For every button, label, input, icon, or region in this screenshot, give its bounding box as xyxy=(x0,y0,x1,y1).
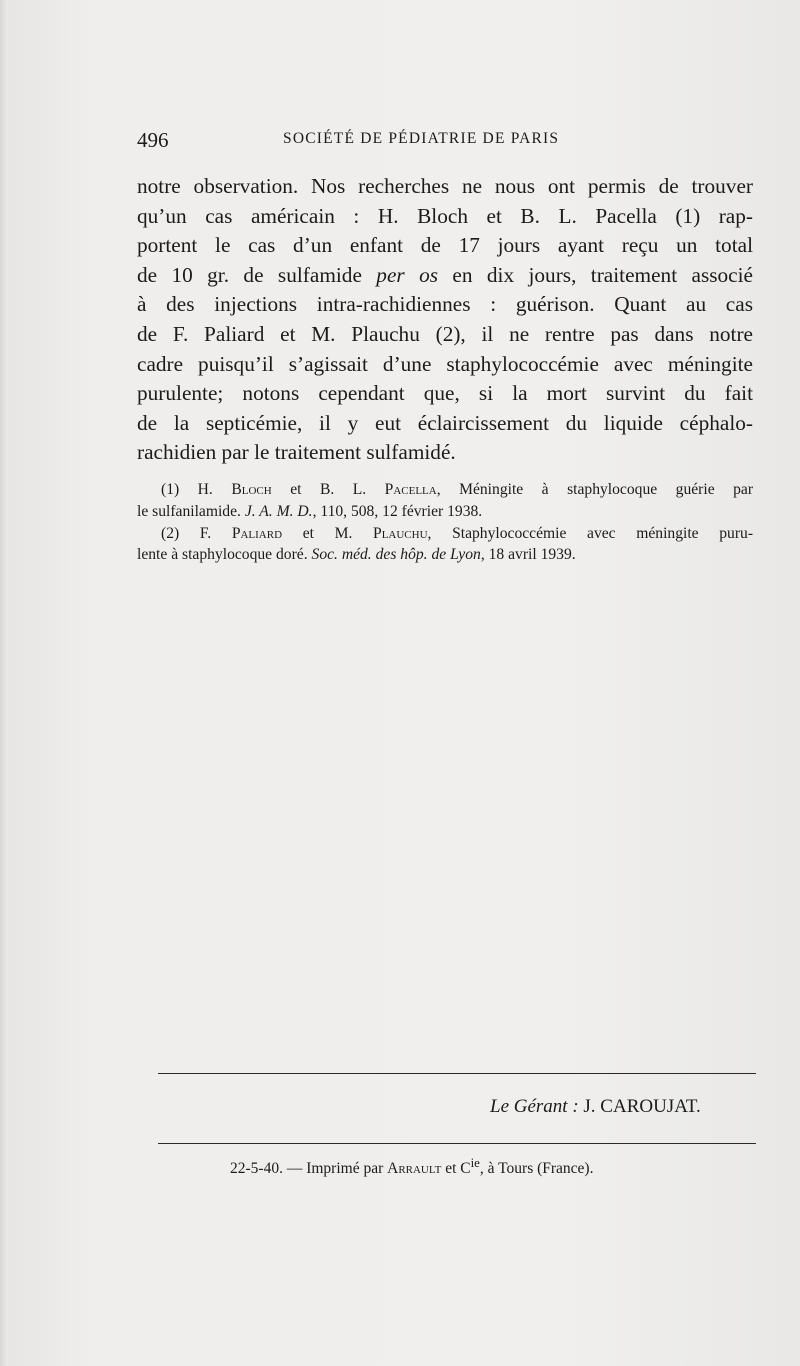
footnote-text: et B. L. xyxy=(290,481,367,498)
journal-title: Soc. méd. des hôp. de Lyon xyxy=(311,546,481,564)
footnotes xyxy=(137,479,753,566)
footnote-text: , Méningite à staphylocoque guérie par xyxy=(436,481,754,498)
body-line: de F. Paliard et M. Plauchu (2), il ne rentre pas dans notre xyxy=(137,321,753,346)
body-line: rachidien par le traitement sulfamidé. xyxy=(137,440,456,465)
footnote-text: , 18 avril 1939. xyxy=(480,546,576,564)
divider-rule-bottom xyxy=(158,1143,756,1144)
page-header xyxy=(137,128,757,154)
footnote-1-line-2 xyxy=(137,501,753,523)
signature-name: J. CAROUJAT. xyxy=(583,1096,701,1117)
signature-role: Le Gérant : xyxy=(490,1096,579,1117)
footnote-text: lente à staphylocoque doré. xyxy=(137,546,308,564)
page-edge-shadow xyxy=(0,0,8,1366)
body-text-segment: en dix jours, traitement associé xyxy=(452,262,753,287)
footnote-text: , 110, 508, 12 février 1938. xyxy=(312,502,483,520)
body-line: à des injections intra-rachidiennes : guérison. Quant au cas xyxy=(137,292,753,317)
imprint-text: et C xyxy=(445,1160,471,1178)
imprint-location: , à Tours (France). xyxy=(479,1160,594,1178)
body-paragraph xyxy=(137,172,753,468)
author-name: Bloch xyxy=(231,481,272,498)
body-line: portent le cas d’un enfant de 17 jours ayant reçu un total xyxy=(137,233,753,258)
body-line: purulente; notons cependant que, si la mort survint du fait xyxy=(137,381,753,406)
footnote-text: , Staphylococcémie avec méningite puru- xyxy=(427,524,754,542)
footnote-2-line-2 xyxy=(137,544,753,566)
running-head: SOCIÉTÉ DE PÉDIATRIE DE PARIS xyxy=(283,130,560,147)
signature-line xyxy=(490,1096,701,1118)
footnote-2-line-1 xyxy=(137,523,753,545)
footnote-marker: (1) H. xyxy=(161,481,213,498)
author-name: Plauchu xyxy=(373,524,428,542)
footnote-text: le sulfanilamide. xyxy=(137,502,241,520)
body-line: cadre puisqu’il s’agissait d’une staphylococcémie avec méningite xyxy=(137,351,753,376)
divider-rule-top xyxy=(158,1073,756,1074)
printer-name: Arrault xyxy=(387,1160,442,1178)
body-line: de la septicémie, il y eut éclaircissement du liquide céphalo- xyxy=(137,410,753,435)
italic-term: per os xyxy=(376,262,439,287)
page-number: 496 xyxy=(137,128,169,152)
author-name: Paliard xyxy=(231,524,283,542)
body-line: notre observation. Nos recherches ne nous ont permis de trouver xyxy=(137,174,753,198)
journal-title: J. A. M. D. xyxy=(244,502,313,520)
printer-imprint xyxy=(230,1155,593,1178)
footnote-marker: (2) F. xyxy=(161,524,212,542)
imprint-superscript: ie xyxy=(470,1155,480,1170)
footnote-1-line-1 xyxy=(137,479,753,501)
body-line: qu’un cas américain : H. Bloch et B. L. Pacella (1) rap- xyxy=(137,203,753,228)
imprint-date: 22-5-40. — Imprimé par xyxy=(230,1160,384,1178)
body-line xyxy=(137,261,753,291)
footnote-text: et M. xyxy=(302,524,353,542)
body-text-segment: de 10 gr. de sulfamide xyxy=(137,262,362,287)
author-name: Pacella xyxy=(384,481,437,498)
